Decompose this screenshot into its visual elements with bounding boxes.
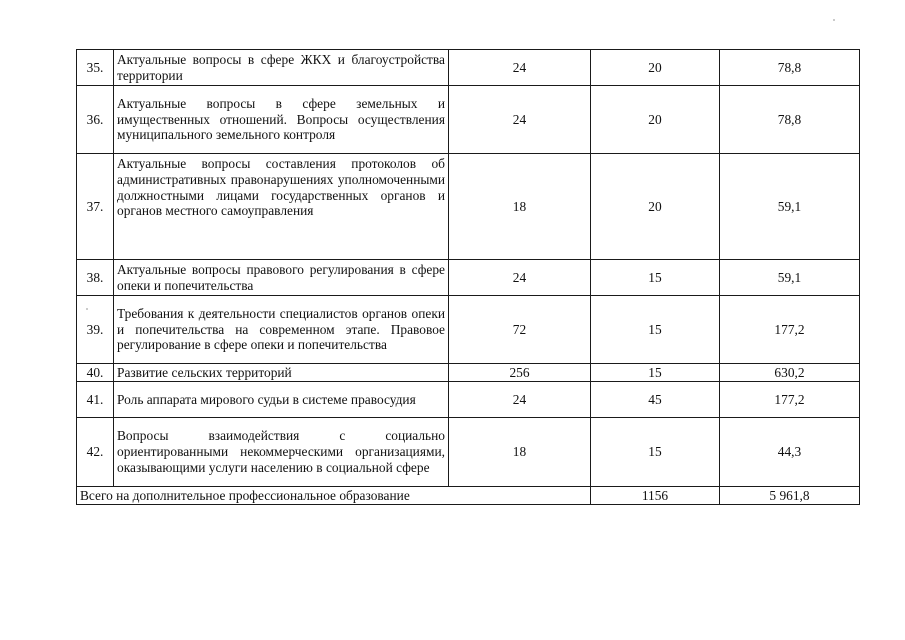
hours-cell: 72 bbox=[449, 296, 591, 364]
amount-cell: 177,2 bbox=[720, 382, 860, 418]
listeners-cell: 20 bbox=[591, 50, 720, 86]
course-name: Требования к деятельности специалистов органов опеки и попечительства на современном этапе. Правовое регулирование в сфере опеки и попечительства bbox=[114, 296, 449, 364]
budget-table bbox=[76, 49, 860, 505]
row-number: 41. bbox=[77, 382, 114, 418]
amount-cell: 59,1 bbox=[720, 154, 860, 260]
listeners-cell: 20 bbox=[591, 154, 720, 260]
row-number: 36. bbox=[77, 86, 114, 154]
row-number: 39. bbox=[77, 296, 114, 364]
amount-cell: 177,2 bbox=[720, 296, 860, 364]
hours-cell: 24 bbox=[449, 260, 591, 296]
amount-cell: 630,2 bbox=[720, 364, 860, 382]
total-listeners: 1156 bbox=[591, 487, 720, 505]
total-amount: 5 961,8 bbox=[720, 487, 860, 505]
course-name: Актуальные вопросы составления протоколов об административных правонарушениях уполномоченными должностными лицами государственных органов и органов местного самоуправления bbox=[114, 154, 449, 260]
total-label: Всего на дополнительное профессиональное образование bbox=[77, 487, 591, 505]
course-name: Вопросы взаимодействия с социально ориентированными некоммерческими организациями, оказывающими услуги населению в социальной сфере bbox=[114, 418, 449, 487]
table-row bbox=[77, 364, 860, 382]
hours-cell: 256 bbox=[449, 364, 591, 382]
total-row bbox=[77, 487, 860, 505]
amount-cell: 59,1 bbox=[720, 260, 860, 296]
listeners-cell: 15 bbox=[591, 260, 720, 296]
hours-cell: 24 bbox=[449, 382, 591, 418]
table-row bbox=[77, 418, 860, 487]
row-number: 37. bbox=[77, 154, 114, 260]
amount-cell: 78,8 bbox=[720, 50, 860, 86]
table-row bbox=[77, 86, 860, 154]
listeners-cell: 45 bbox=[591, 382, 720, 418]
table-row bbox=[77, 260, 860, 296]
scan-speck bbox=[833, 19, 835, 21]
listeners-cell: 15 bbox=[591, 296, 720, 364]
row-number: 40. bbox=[77, 364, 114, 382]
hours-cell: 18 bbox=[449, 418, 591, 487]
row-number: 35. bbox=[77, 50, 114, 86]
hours-cell: 24 bbox=[449, 86, 591, 154]
table-row bbox=[77, 50, 860, 86]
scan-speck bbox=[86, 308, 88, 310]
course-name: Актуальные вопросы в сфере земельных и имущественных отношений. Вопросы осуществления муниципального земельного контроля bbox=[114, 86, 449, 154]
table-row bbox=[77, 382, 860, 418]
row-number: 38. bbox=[77, 260, 114, 296]
hours-cell: 24 bbox=[449, 50, 591, 86]
listeners-cell: 15 bbox=[591, 364, 720, 382]
course-name: Роль аппарата мирового судьи в системе правосудия bbox=[114, 382, 449, 418]
row-number: 42. bbox=[77, 418, 114, 487]
course-name: Актуальные вопросы в сфере ЖКХ и благоустройства территории bbox=[114, 50, 449, 86]
hours-cell: 18 bbox=[449, 154, 591, 260]
table-row bbox=[77, 296, 860, 364]
course-name: Развитие сельских территорий bbox=[114, 364, 449, 382]
table-row bbox=[77, 154, 860, 260]
listeners-cell: 20 bbox=[591, 86, 720, 154]
amount-cell: 78,8 bbox=[720, 86, 860, 154]
listeners-cell: 15 bbox=[591, 418, 720, 487]
course-name: Актуальные вопросы правового регулирования в сфере опеки и попечительства bbox=[114, 260, 449, 296]
amount-cell: 44,3 bbox=[720, 418, 860, 487]
